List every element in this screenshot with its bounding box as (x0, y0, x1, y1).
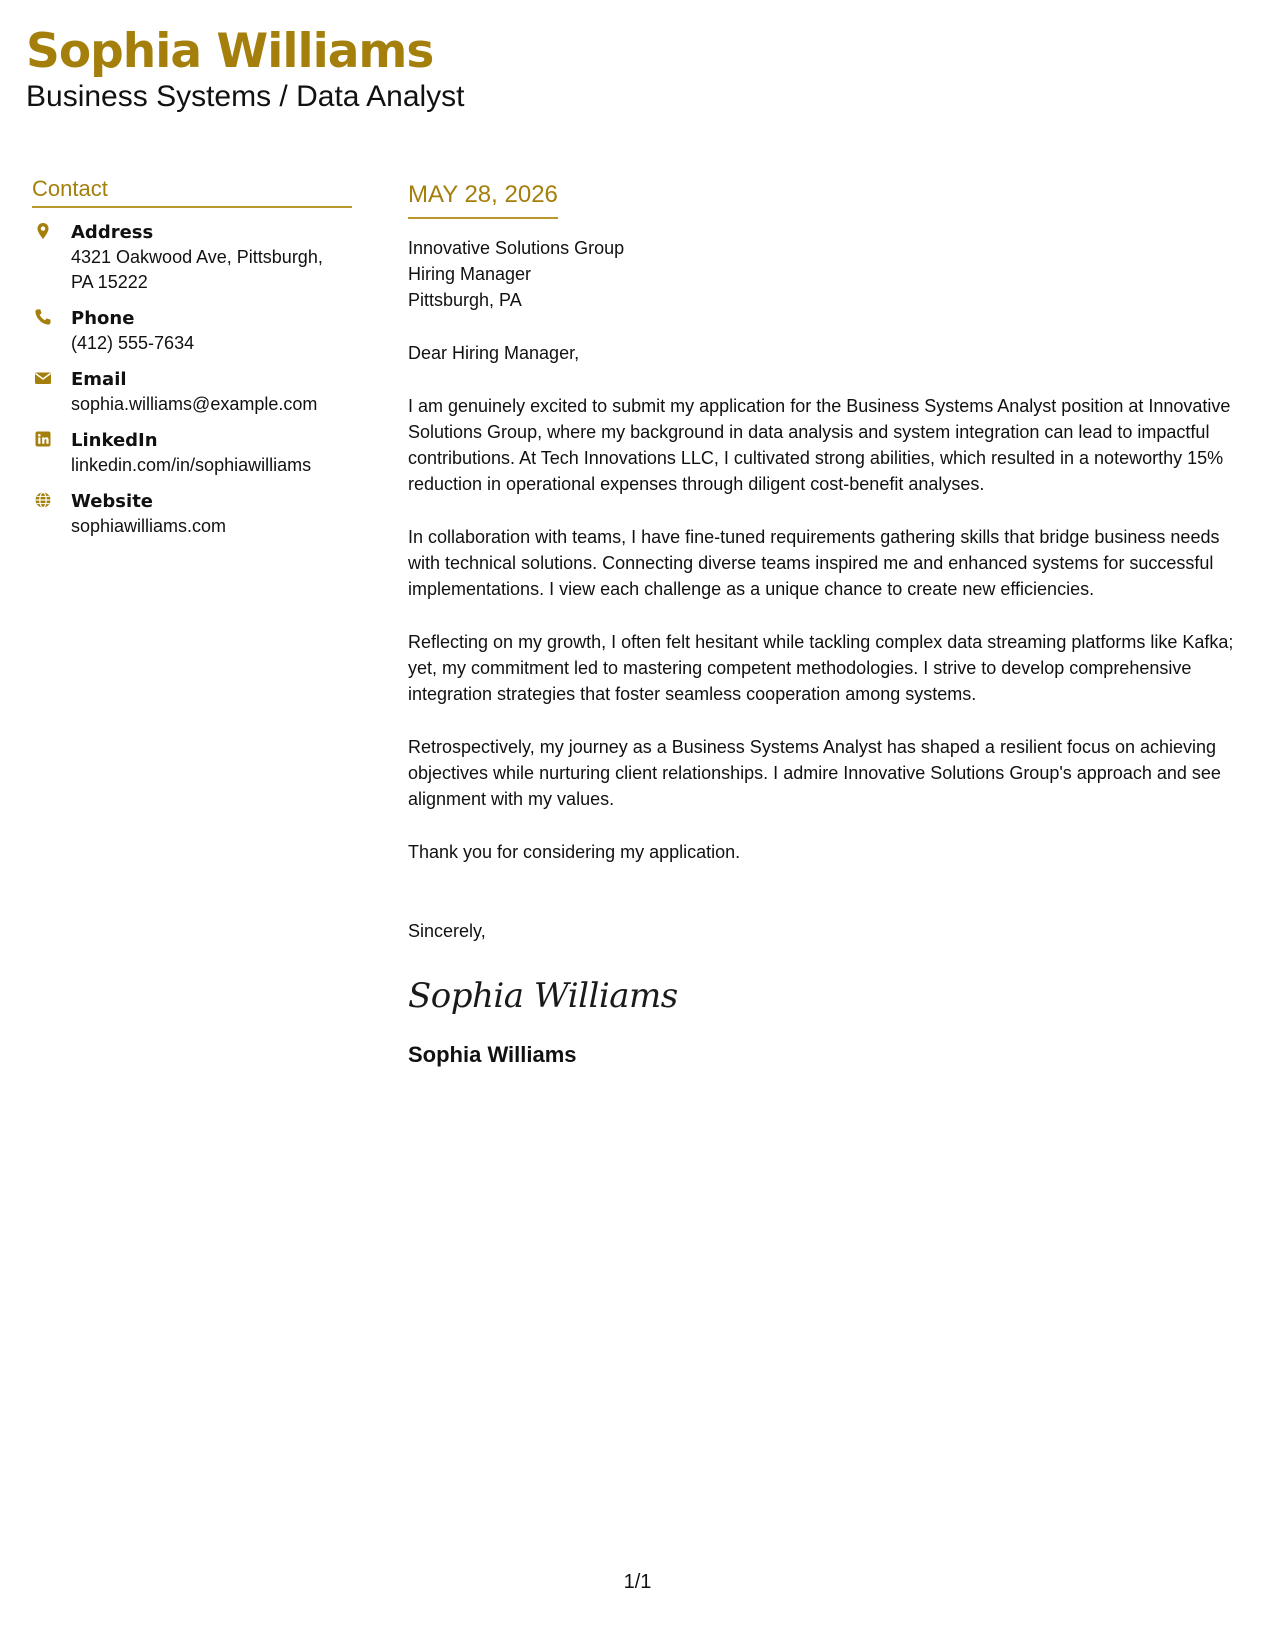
website-value[interactable]: sophiawilliams.com (71, 516, 227, 536)
phone-icon (34, 308, 52, 326)
contact-item-linkedin (32, 428, 352, 478)
signed-name: Sophia Williams (408, 1042, 577, 1067)
letter-paragraph: Thank you for considering my application. (408, 842, 741, 862)
map-pin-icon (34, 222, 52, 240)
letter-paragraph: Retrospectively, my journey as a Business Systems Analyst has shaped a resilient focus on achieving objectives while nurturing client relationships. I admire Innovative Solutions Group's approach and see alignment with my values. (408, 737, 1221, 809)
contact-label: Phone (71, 308, 135, 329)
envelope-icon (34, 369, 52, 387)
linkedin-value[interactable]: linkedin.com/in/sophiawilliams (71, 455, 312, 475)
recipient-title: Hiring Manager (408, 264, 532, 284)
letter-paragraph: In collaboration with teams, I have fine-tuned requirements gathering skills that bridge business needs with technical solutions. Connecting diverse teams inspired me and enhanced systems for successful implementations. I view each challenge as a unique chance to create new efficiencies. (408, 527, 1220, 599)
contact-item-address (32, 220, 352, 295)
contact-section-title: Contact (32, 174, 352, 208)
letter-body (408, 178, 1253, 1070)
contact-label: LinkedIn (71, 430, 158, 451)
applicant-name: Sophia Williams (26, 24, 434, 79)
recipient-block (408, 235, 1253, 313)
recipient-company: Innovative Solutions Group (408, 238, 625, 258)
recipient-location: Pittsburgh, PA (408, 290, 522, 310)
address-value: 4321 Oakwood Ave, Pittsburgh, PA 15222 (71, 247, 323, 292)
letter-header (26, 22, 465, 115)
letter-paragraph: I am genuinely excited to submit my application for the Business Systems Analyst position at Innovative Solutions Group, where my background in data analysis and system integration can lead to impactful contributions. At Tech Innovations LLC, I cultivated strong abilities, which resulted in a noteworthy 15% reduction in operational expenses through diligent cost-benefit analyses. (408, 396, 1231, 494)
globe-icon (34, 491, 52, 509)
salutation: Dear Hiring Manager, (408, 343, 580, 363)
contact-label: Address (71, 222, 154, 243)
contact-label: Email (71, 369, 127, 390)
handwritten-signature: Sophia Williams (408, 976, 678, 1016)
contact-item-website (32, 489, 352, 539)
linkedin-icon (34, 430, 52, 448)
letter-paragraph: Reflecting on my growth, I often felt hesitant while tackling complex data streaming platforms like Kafka; yet, my commitment led to mastering competent methodologies. I strive to develop comprehensive integration strategies that foster seamless cooperation among systems. (408, 632, 1234, 704)
closing: Sincerely, (408, 921, 486, 941)
page-number: 1/1 (623, 1571, 652, 1593)
contact-item-phone (32, 306, 352, 356)
email-value[interactable]: sophia.williams@example.com (71, 394, 318, 414)
contact-sidebar (32, 174, 352, 550)
contact-item-email (32, 367, 352, 417)
letter-date: MAY 28, 2026 (408, 178, 558, 219)
applicant-role: Business Systems / Data Analyst (26, 80, 465, 113)
phone-value: (412) 555-7634 (71, 333, 195, 353)
contact-label: Website (71, 491, 154, 512)
